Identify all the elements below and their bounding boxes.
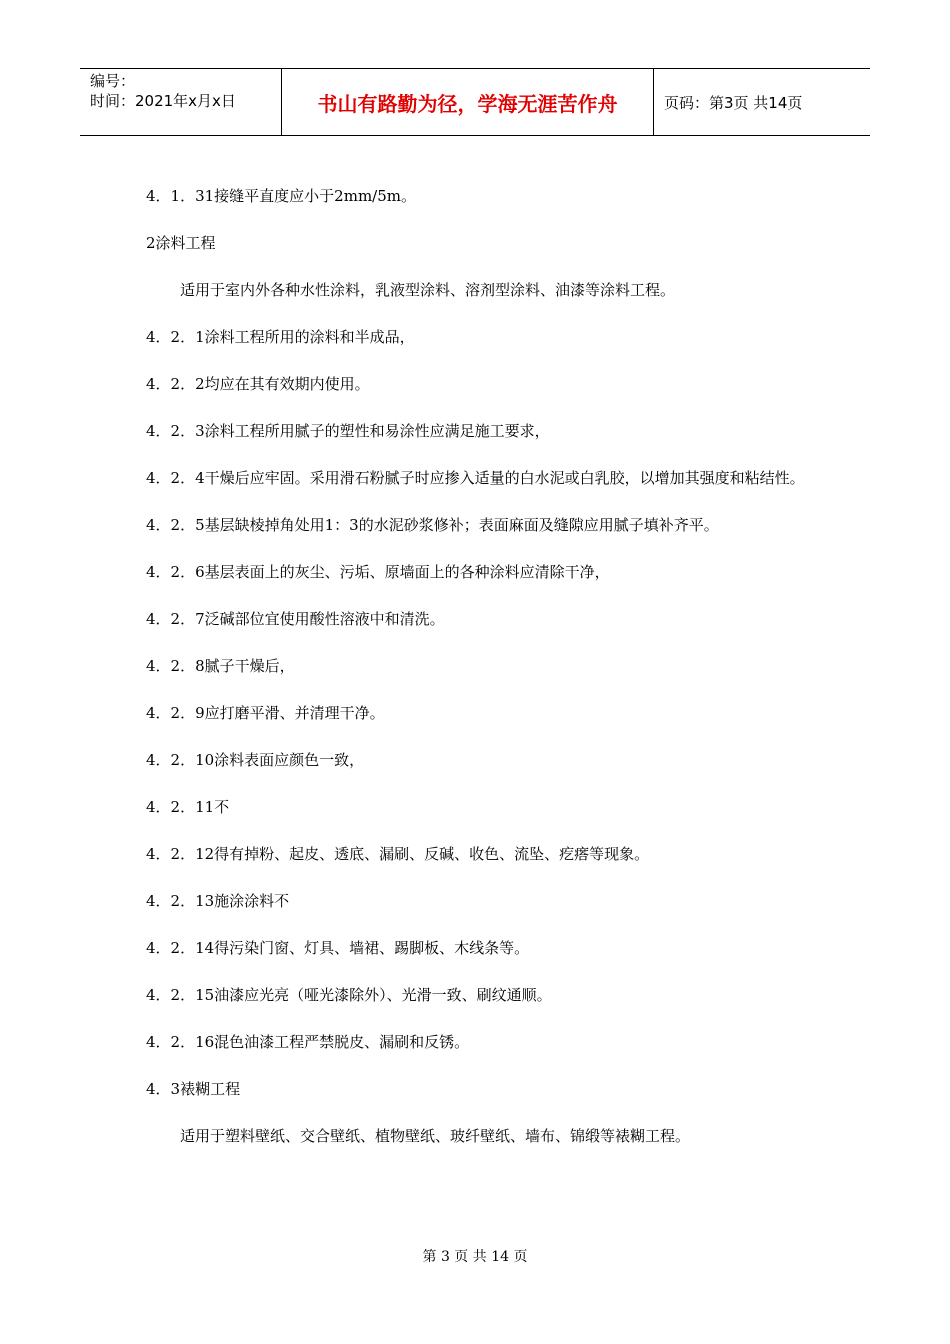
body-paragraph: 2涂料工程 xyxy=(146,234,216,252)
body-paragraph: 4．2．15油漆应光亮（哑光漆除外）、光滑一致、刷纹通顺。 xyxy=(146,986,552,1004)
page-header xyxy=(80,68,870,136)
body-paragraph: 适用于室内外各种水性涂料，乳液型涂料、溶剂型涂料、油漆等涂料工程。 xyxy=(180,281,676,299)
body-paragraph: 4．2．16混色油漆工程严禁脱皮、漏刷和反锈。 xyxy=(146,1033,470,1051)
body-paragraph: 4．2．11不 xyxy=(146,798,230,816)
body-paragraph: 4．2．10涂料表面应颜色一致， xyxy=(146,751,365,769)
document-number-label: 编号： xyxy=(90,72,136,90)
body-paragraph: 4．2．4干燥后应牢固。采用滑石粉腻子时应掺入适量的白水泥或白乳胶，以增加其强度和粘结性。 xyxy=(146,469,805,487)
body-paragraph: 4．2．2均应在其有效期内使用。 xyxy=(146,375,370,393)
body-paragraph: 4．2．1涂料工程所用的涂料和半成品， xyxy=(146,328,415,346)
body-paragraph: 4．2．9应打磨平滑、并清理干净。 xyxy=(146,704,385,722)
body-paragraph: 4．2．8腻子干燥后， xyxy=(146,657,295,675)
body-paragraph: 4．2．3涂料工程所用腻子的塑性和易涂性应满足施工要求， xyxy=(146,422,550,440)
body-paragraph: 4．2．13施涂涂料不 xyxy=(146,892,290,910)
body-paragraph: 4．2．5基层缺棱掉角处用1：3的水泥砂浆修补；表面麻面及缝隙应用腻子填补齐平。 xyxy=(146,516,719,534)
body-paragraph: 适用于塑料壁纸、交合壁纸、植物壁纸、玻纤壁纸、墙布、锦缎等裱糊工程。 xyxy=(180,1127,691,1145)
page-footer: 第 3 页 共 14 页 xyxy=(422,1249,528,1265)
body-paragraph: 4．3裱糊工程 xyxy=(146,1080,241,1098)
body-paragraph: 4．2．7泛碱部位宜使用酸性溶液中和清洗。 xyxy=(146,610,445,628)
body-paragraph: 4．2．14得污染门窗、灯具、墙裙、踢脚板、木线条等。 xyxy=(146,939,530,957)
body-paragraph: 4．2．6基层表面上的灰尘、污垢、原墙面上的各种涂料应清除干净， xyxy=(146,563,610,581)
body-paragraph: 4．2．12得有掉粉、起皮、透底、漏刷、反碱、收色、流坠、疙瘩等现象。 xyxy=(146,845,650,863)
header-page-info: 页码：第3页 共14页 xyxy=(664,93,803,112)
document-body xyxy=(146,183,816,1170)
body-paragraph: 4．1．31接缝平直度应小于2mm/5m。 xyxy=(146,187,416,205)
header-motto: 书山有路勤为径，学海无涯苦作舟 xyxy=(282,69,654,135)
header-meta xyxy=(80,69,282,135)
document-date: 时间：2021年x月x日 xyxy=(90,92,236,110)
